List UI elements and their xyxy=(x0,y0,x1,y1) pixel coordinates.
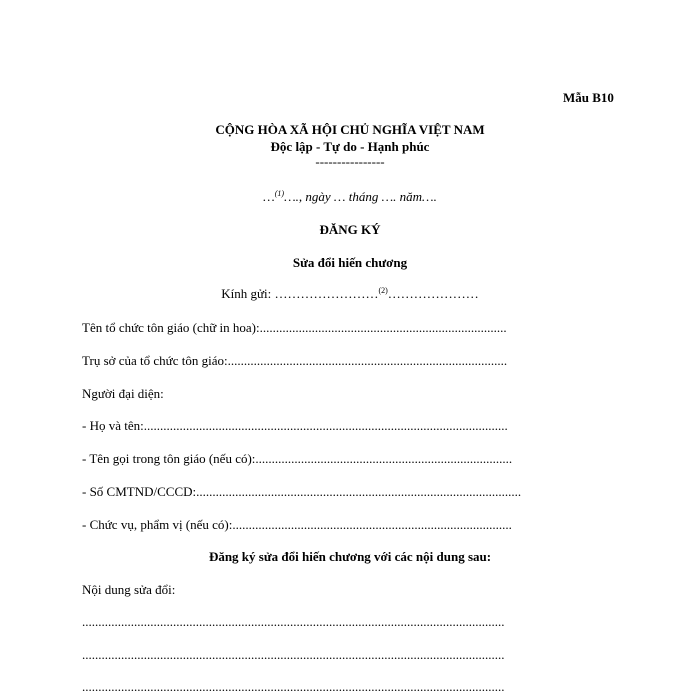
content-line: .................................................................................................................................. xyxy=(82,647,505,662)
field-full-name: - Họ và tên:................................................................................................................ xyxy=(82,418,508,433)
header-divider: ---------------- xyxy=(315,154,385,169)
country-name: CỘNG HÒA XÃ HỘI CHỦ NGHĨA VIỆT NAM xyxy=(215,122,485,137)
document-subtitle: Sửa đổi hiến chương xyxy=(292,255,408,270)
document-title: ĐĂNG KÝ xyxy=(319,222,381,237)
national-motto: Độc lập - Tự do - Hạnh phúc xyxy=(270,139,430,154)
field-id-number: - Số CMTND/CCCD:.................................................................................................... xyxy=(82,484,522,499)
field-organization-name: Tên tổ chức tôn giáo (chữ in hoa):............................................................................ xyxy=(82,320,507,335)
recipient-suffix: ………………… xyxy=(387,286,479,301)
field-religious-name: - Tên gọi trong tôn giáo (nếu có):............................................................................... xyxy=(82,451,513,466)
field-representative-label: Người đại diện: xyxy=(82,386,164,401)
recipient-line xyxy=(0,286,700,302)
content-line: .................................................................................................................................. xyxy=(82,679,505,694)
field-position: - Chức vụ, phẩm vị (nếu có):...................................................................................... xyxy=(82,517,512,532)
section-heading: Đăng ký sửa đổi hiến chương với các nội dung sau: xyxy=(208,549,492,564)
footnote-1-marker: (1) xyxy=(274,189,285,198)
footnote-2-marker: (2) xyxy=(378,286,388,295)
date-line-prefix: … xyxy=(263,189,275,204)
recipient-prefix: Kính gửi: …………………… xyxy=(221,286,379,301)
form-code: Mẫu B10 xyxy=(563,90,614,105)
date-line xyxy=(0,189,700,205)
field-headquarters: Trụ sở của tổ chức tôn giáo:...................................................................................... xyxy=(82,353,508,368)
content-label: Nội dung sửa đổi: xyxy=(82,582,176,597)
date-line-rest: …., ngày … tháng …. năm…. xyxy=(284,189,437,204)
content-line: .................................................................................................................................. xyxy=(82,614,505,629)
